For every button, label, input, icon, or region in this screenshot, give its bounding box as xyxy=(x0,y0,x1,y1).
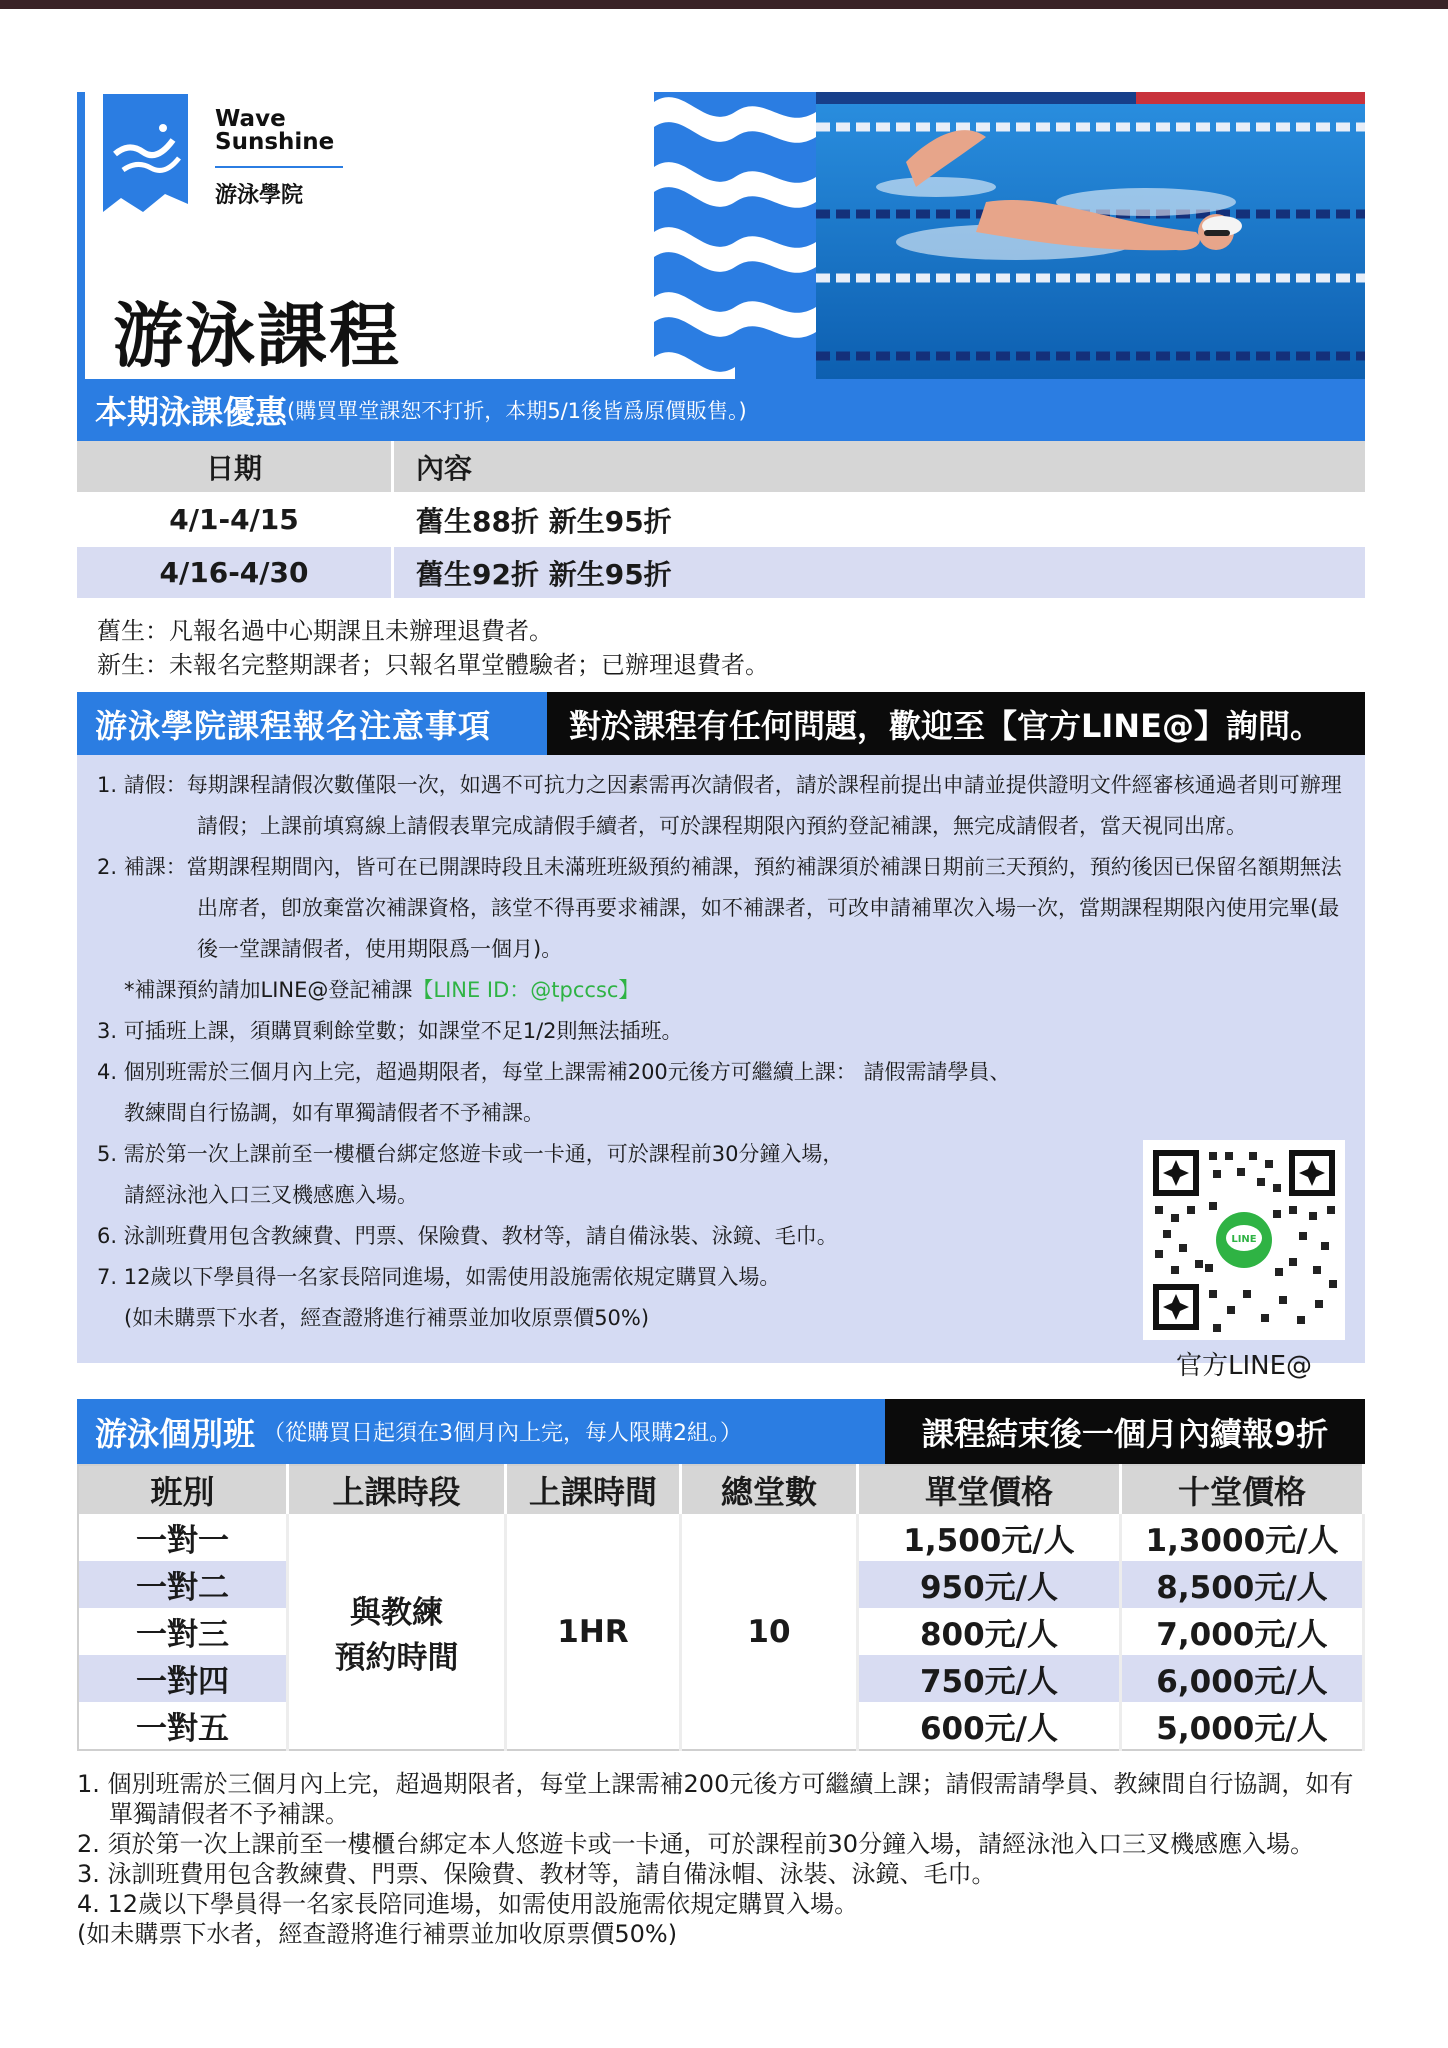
wave-logo-icon xyxy=(103,94,188,222)
col-class-type: 班別 xyxy=(78,1465,288,1514)
qr-line-logo-text: LINE xyxy=(1231,1234,1257,1245)
notice-panel xyxy=(77,755,1365,1381)
promo-table xyxy=(77,441,1365,600)
time-slot-cell xyxy=(288,1514,506,1750)
promo-date: 4/1-4/15 xyxy=(77,493,393,546)
swimmer-photo xyxy=(816,92,1365,379)
class-type: 一對三 xyxy=(78,1608,288,1655)
promo-heading-bar xyxy=(77,379,1365,441)
old-student-definition: 舊生：凡報名過中心期課且未辦理退費者。 xyxy=(97,617,553,645)
time-slot-line-2: 預約時間 xyxy=(334,1639,459,1676)
col-duration: 上課時間 xyxy=(506,1465,681,1514)
notice-heading: 游泳學院課程報名注意事項 xyxy=(77,692,547,755)
line-qr-code-icon[interactable] xyxy=(1143,1140,1345,1340)
single-price: 950元/人 xyxy=(858,1561,1121,1608)
renewal-discount-banner: 課程結束後一個月內續報9折 xyxy=(885,1399,1365,1464)
class-type: 一對四 xyxy=(78,1655,288,1702)
promo-definitions xyxy=(77,600,1365,692)
header xyxy=(77,92,1365,379)
private-heading-bar xyxy=(77,1399,1365,1464)
footnote-item: 2. 須於第一次上課前至一樓櫃台綁定本人悠遊卡或一卡通，可於課程前30分鐘入場，請經泳池入口三叉機感應入場。 xyxy=(77,1830,1315,1858)
notice-item-children-note: (如未購票下水者，經查證將進行補票並加收原票價50%) xyxy=(124,1306,650,1330)
brand-line-1: Wave xyxy=(215,106,286,132)
notice-heading-bar xyxy=(77,692,1365,755)
promo-content: 舊生88折 新生95折 xyxy=(393,493,1366,546)
notice-item-makeup: 2. 補課：當期課程期間內，皆可在已開課時段且未滿班班級預約補課，預約補課須於補課日期前三天預約，預約後因已保留名額期無法出席者，卽放棄當次補課資格，該堂不得再要求補課，如不補課者，可改申請補單次入場一次，當期課程期限內使用完畢(最後一堂課請假者，使用期限爲一個月)。 xyxy=(97,855,1342,961)
brand-divider xyxy=(215,166,343,168)
class-type: 一對二 xyxy=(78,1561,288,1608)
ten-price: 7,000元/人 xyxy=(1121,1608,1364,1655)
line-id: 【LINE ID：@tpccsc】 xyxy=(412,978,640,1002)
table-row xyxy=(77,493,1365,546)
brand-subtitle: 游泳學院 xyxy=(215,183,304,208)
notice-line-note xyxy=(97,970,1347,1011)
col-sessions: 總堂數 xyxy=(681,1465,858,1514)
notice-item-private-b: 教練間自行協調，如有單獨請假者不予補課。 xyxy=(124,1101,544,1125)
class-type: 一對五 xyxy=(78,1702,288,1750)
promo-content: 舊生92折 新生95折 xyxy=(393,546,1366,599)
promo-heading-note: (購買單堂課恕不打折，本期5/1後皆爲原價販售。) xyxy=(287,399,747,423)
ten-price: 5,000元/人 xyxy=(1121,1702,1364,1750)
single-price: 1,500元/人 xyxy=(858,1514,1121,1561)
line-note-text: *補課預約請加LINE@登記補課 xyxy=(124,978,413,1002)
header-brand-panel xyxy=(77,92,654,379)
brand-name xyxy=(215,108,334,154)
ten-price: 8,500元/人 xyxy=(1121,1561,1364,1608)
notice-item-join: 3. 可插班上課，須購買剩餘堂數；如課堂不足1/2則無法插班。 xyxy=(97,1019,683,1043)
sessions-cell: 10 xyxy=(681,1514,858,1750)
notice-item-leave: 1. 請假：每期課程請假次數僅限一次，如遇不可抗力之因素需再次請假者，請於課程前提出申請並提供證明文件經審核通過者則可辦理請假；上課前填寫線上請假表單完成請假手續者，可於課程期限內預約登記補課，無完成請假者，當天視同出席。 xyxy=(97,773,1342,838)
private-heading-note: （從購買日起須在3個月內上完，每人限購2組。） xyxy=(263,1421,743,1446)
promo-col-date: 日期 xyxy=(77,441,393,493)
notice-item-card-a: 5. 需於第一次上課前至一樓櫃台綁定悠遊卡或一卡通，可於課程前30分鐘入場， xyxy=(97,1142,844,1166)
page-title: 游泳課程 xyxy=(113,295,401,377)
qr-label: 官方LINE@ xyxy=(1175,1351,1313,1381)
footnote-item: 1. 個別班需於三個月內上完，超過期限者，每堂上課需補200元後方可繼續上課；請假需請學員、教練間自行協調，如有單獨請假者不予補課。 xyxy=(77,1770,1354,1828)
col-ten-price: 十堂價格 xyxy=(1121,1465,1364,1514)
private-heading: 游泳個別班 xyxy=(95,1414,256,1453)
promo-col-content: 內容 xyxy=(393,441,1366,493)
class-type: 一對一 xyxy=(78,1514,288,1561)
new-student-definition: 新生：未報名完整期課者；只報名單堂體驗者；已辦理退費者。 xyxy=(97,651,769,679)
promo-heading: 本期泳課優惠 xyxy=(95,393,288,431)
col-single-price: 單堂價格 xyxy=(858,1465,1121,1514)
line-inquiry-banner: 對於課程有任何問題，歡迎至【官方LINE@】詢問。 xyxy=(547,692,1365,755)
single-price: 750元/人 xyxy=(858,1655,1121,1702)
notice-item-children: 7. 12歲以下學員得一名家長陪同進場，如需使用設施需依規定購買入場。 xyxy=(97,1265,781,1289)
promo-table-header xyxy=(77,441,1365,493)
duration-cell: 1HR xyxy=(506,1514,681,1750)
notice-item-private-a: 4. 個別班需於三個月內上完，超過期限者，每堂上課需補200元後方可繼續上課： 請假需請學員、 xyxy=(97,1060,1011,1084)
table-row xyxy=(77,546,1365,599)
private-footnotes xyxy=(77,1751,1365,1949)
private-price-table xyxy=(77,1464,1365,1751)
table-row xyxy=(78,1514,1364,1561)
notice-item-fees: 6. 泳訓班費用包含教練費、門票、保險費、教材等，請自備泳裝、泳鏡、毛巾。 xyxy=(97,1224,838,1248)
col-time-slot: 上課時段 xyxy=(288,1465,506,1514)
single-price: 600元/人 xyxy=(858,1702,1121,1750)
footnote-item: 3. 泳訓班費用包含教練費、門票、保險費、教材等，請自備泳帽、泳裝、泳鏡、毛巾。 xyxy=(77,1860,996,1888)
promo-date: 4/16-4/30 xyxy=(77,546,393,599)
brand-line-2: Sunshine xyxy=(215,129,335,155)
top-edge-bar xyxy=(0,0,1448,9)
footnote-item: 4. 12歲以下學員得一名家長陪同進場，如需使用設施需依規定購買入場。 xyxy=(77,1890,859,1918)
wave-pattern-graphic xyxy=(654,92,816,379)
ten-price: 6,000元/人 xyxy=(1121,1655,1364,1702)
footnote-item: (如未購票下水者，經查證將進行補票並加收原票價50%) xyxy=(77,1920,678,1948)
single-price: 800元/人 xyxy=(858,1608,1121,1655)
notice-item-card-b: 請經泳池入口三叉機感應入場。 xyxy=(124,1183,418,1207)
price-table-header xyxy=(78,1465,1364,1514)
flyer xyxy=(77,92,1365,1949)
time-slot-line-1: 與教練 xyxy=(350,1594,443,1631)
private-heading-block xyxy=(77,1399,885,1464)
ten-price: 1,3000元/人 xyxy=(1121,1514,1364,1561)
